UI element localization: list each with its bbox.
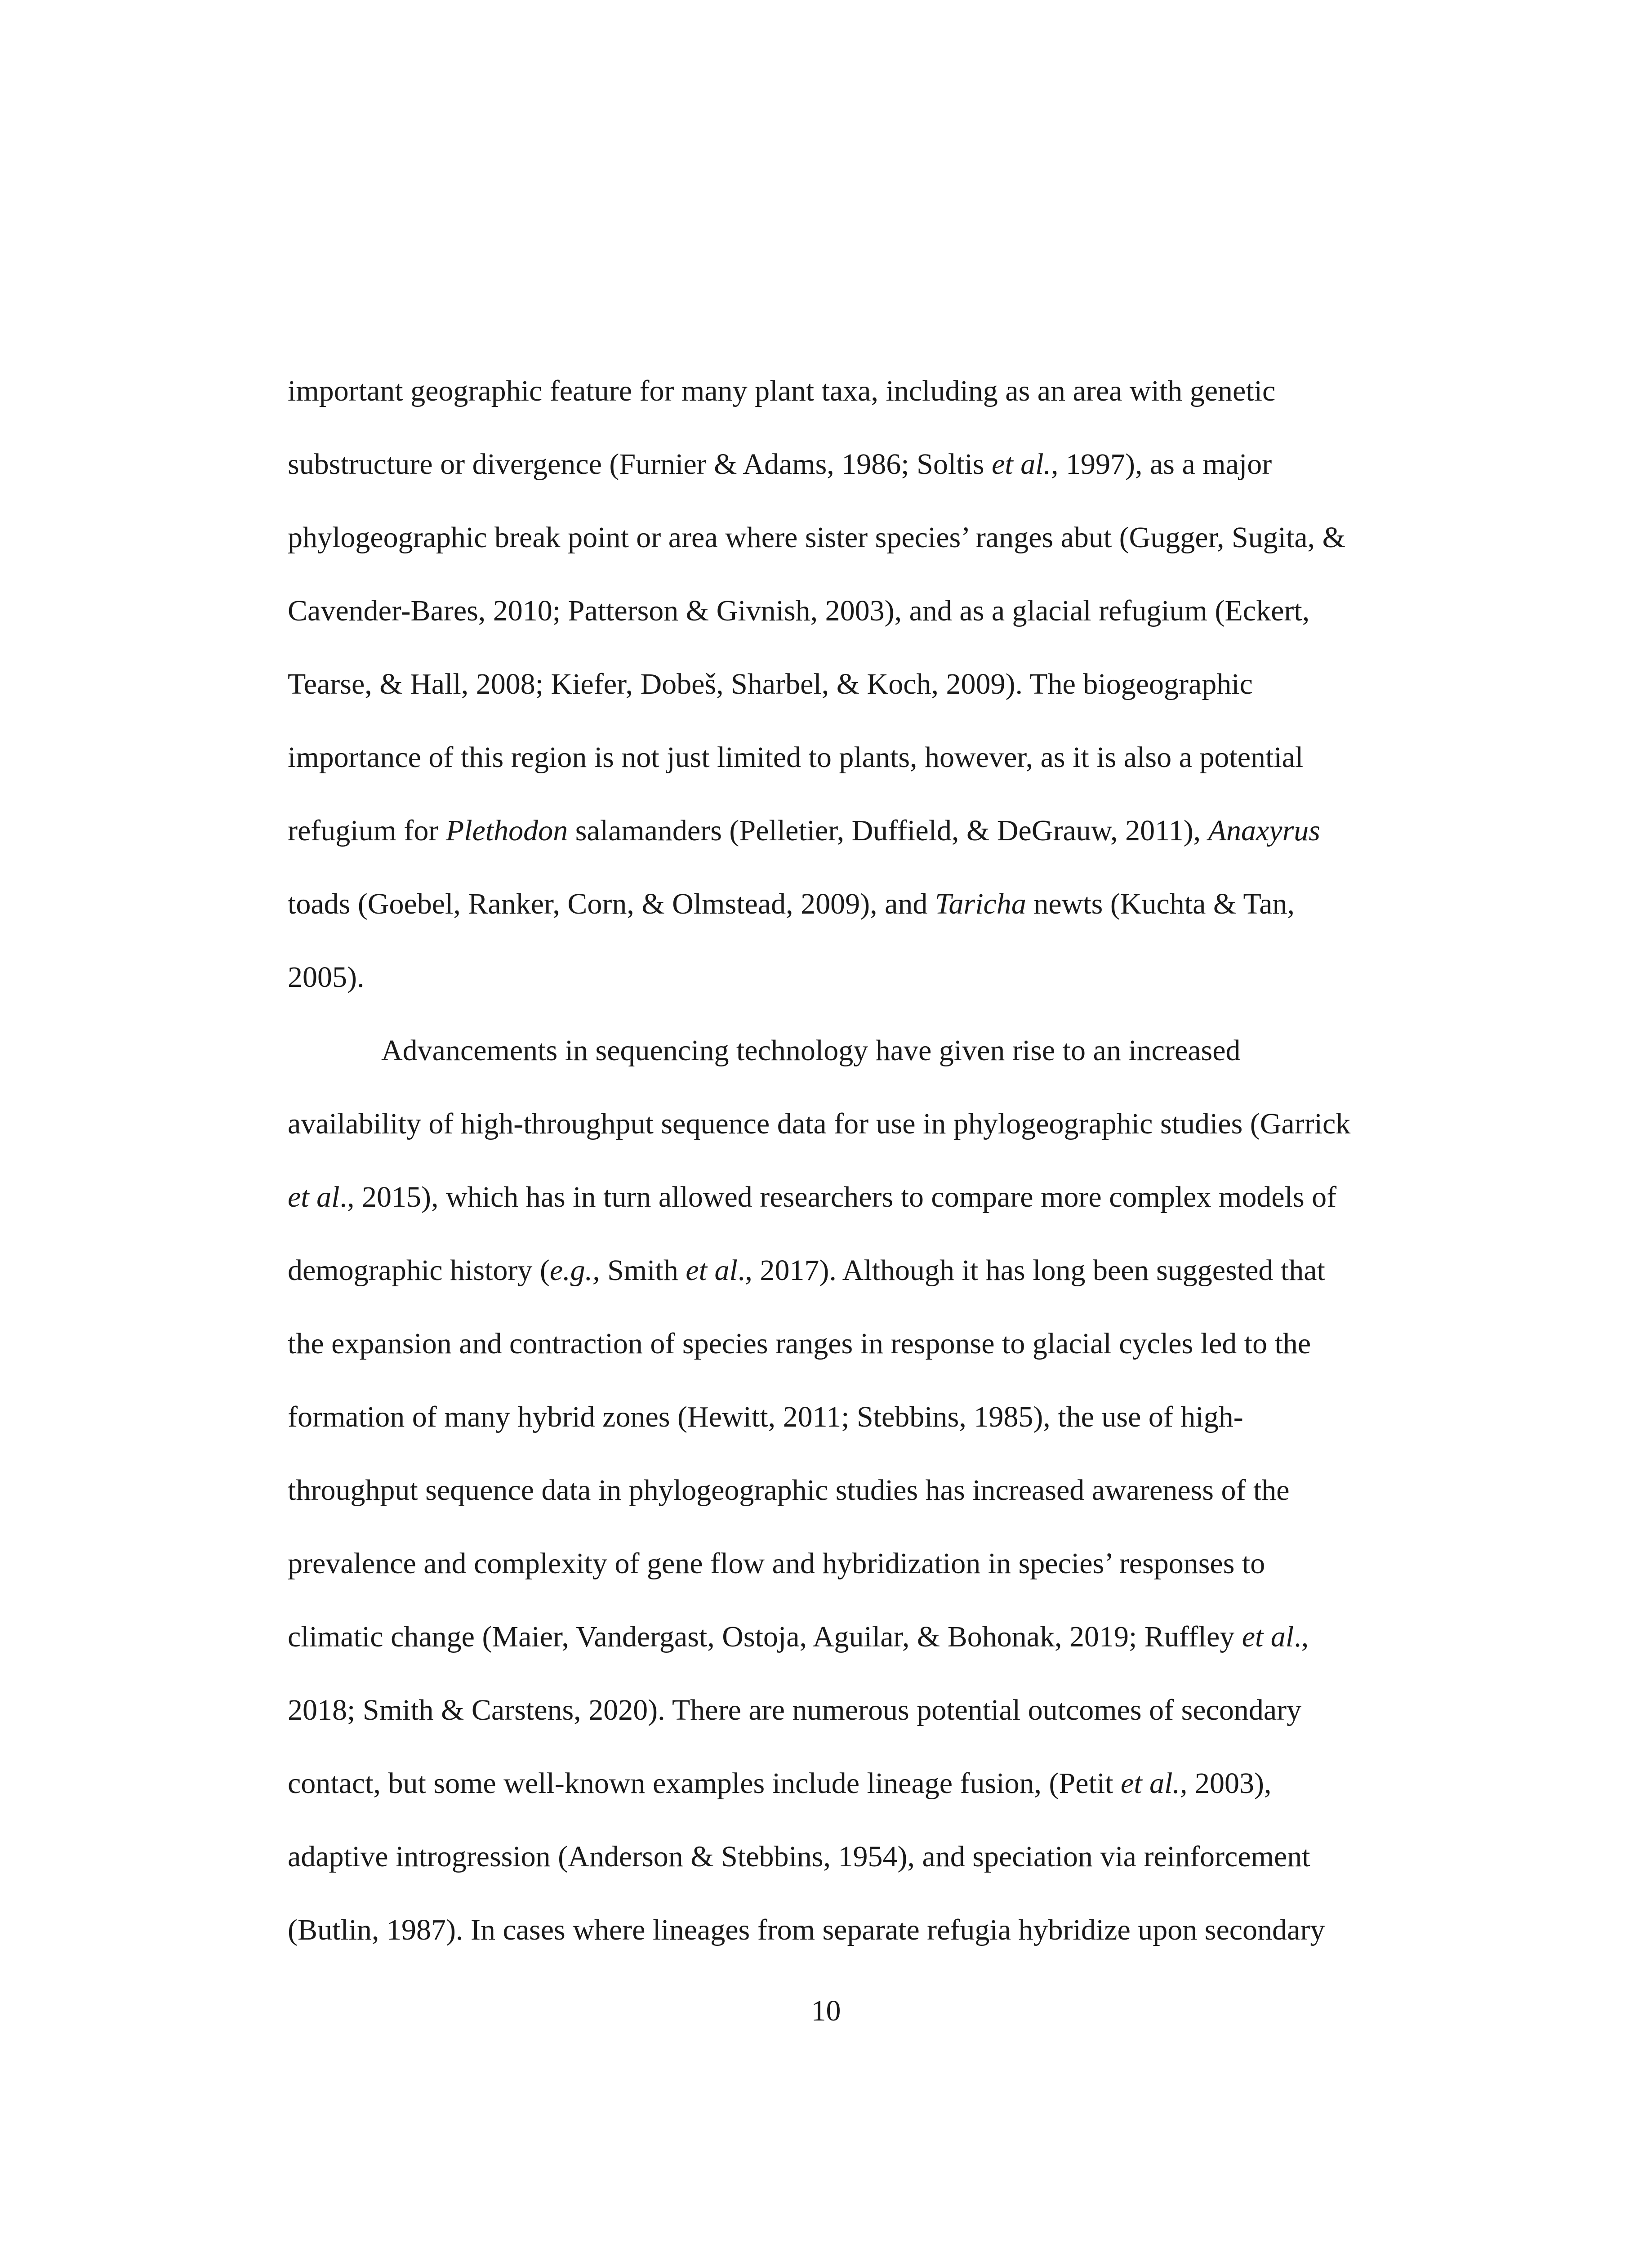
- text-line: [288, 1893, 1425, 1967]
- text-run: importance of this region is not just limited to plants, however, as it is also a potential: [288, 741, 1304, 774]
- text-line: [288, 574, 1425, 647]
- text-line: [288, 794, 1425, 867]
- text-run: 2018; Smith & Carstens, 2020). There are numerous potential outcomes of secondary: [288, 1694, 1302, 1726]
- text-run: formation of many hybrid zones (Hewitt, 2011; Stebbins, 1985), the use of high-: [288, 1401, 1243, 1433]
- text-line: [288, 1234, 1425, 1307]
- text-run: refugium for: [288, 814, 446, 847]
- text-line: [288, 1600, 1425, 1673]
- text-run: availability of high-throughput sequence data for use in phylogeographic studies (Garrick: [288, 1107, 1351, 1140]
- text-run: climatic change (Maier, Vandergast, Ostoja, Aguilar, & Bohonak, 2019; Ruffley: [288, 1620, 1242, 1653]
- text-run: , 1997), as a major: [1051, 448, 1272, 481]
- text-run: .,: [1294, 1620, 1309, 1653]
- text-line: [288, 1087, 1425, 1160]
- paragraph: [288, 354, 1425, 1014]
- text-run: 2005).: [288, 961, 365, 994]
- body-text: [288, 354, 1425, 1967]
- text-line: [288, 354, 1425, 428]
- text-run: substructure or divergence (Furnier & Adams, 1986; Soltis: [288, 448, 992, 481]
- text-run: ., 2015), which has in turn allowed researchers to compare more complex models of: [339, 1181, 1337, 1213]
- text-run: Smith: [600, 1254, 686, 1287]
- text-run: Tearse, & Hall, 2008; Kiefer, Dobeš, Sharbel, & Koch, 2009). The biogeographic: [288, 668, 1253, 700]
- text-line: [288, 428, 1425, 501]
- text-run: Cavender-Bares, 2010; Patterson & Givnish, 2003), and as a glacial refugium (Eckert,: [288, 594, 1310, 627]
- page-number: 10: [811, 1994, 841, 2027]
- text-run: adaptive introgression (Anderson & Stebbins, 1954), and speciation via reinforcement: [288, 1840, 1310, 1873]
- text-line: [288, 1160, 1425, 1234]
- text-line: [288, 647, 1425, 721]
- text-run: the expansion and contraction of species ranges in response to glacial cycles led to the: [288, 1327, 1311, 1360]
- text-run: prevalence and complexity of gene flow and hybridization in species’ responses to: [288, 1547, 1265, 1580]
- paragraph: [288, 1014, 1425, 1967]
- text-line: [288, 1380, 1425, 1454]
- italic-text: Taricha: [935, 888, 1026, 920]
- text-line: [288, 1820, 1425, 1893]
- text-run: (Butlin, 1987). In cases where lineages from separate refugia hybridize upon secondary: [288, 1913, 1325, 1946]
- text-line: [288, 941, 1425, 1014]
- italic-text: et al.,: [1121, 1767, 1188, 1800]
- text-line: [288, 1673, 1425, 1747]
- text-line: [288, 1307, 1425, 1380]
- text-run: important geographic feature for many plant taxa, including as an area with genetic: [288, 375, 1276, 407]
- text-run: toads (Goebel, Ranker, Corn, & Olmstead, 2009), and: [288, 888, 935, 920]
- text-run: salamanders (Pelletier, Duffield, & DeGrauw, 2011),: [568, 814, 1208, 847]
- text-run: demographic history (: [288, 1254, 550, 1287]
- text-run: newts (Kuchta & Tan,: [1026, 888, 1295, 920]
- text-run: contact, but some well-known examples include lineage fusion, (Petit: [288, 1767, 1121, 1800]
- italic-text: et al: [1242, 1620, 1294, 1653]
- text-run: 2003),: [1187, 1767, 1272, 1800]
- text-line: [288, 1454, 1425, 1527]
- text-run: phylogeographic break point or area where sister species’ ranges abut (Gugger, Sugita, &: [288, 521, 1345, 554]
- text-line: [288, 1747, 1425, 1820]
- italic-text: et al: [288, 1181, 340, 1213]
- text-line: [288, 721, 1425, 794]
- text-run: ., 2017). Although it has long been suggested that: [737, 1254, 1325, 1287]
- text-line: [288, 1527, 1425, 1600]
- text-run: Advancements in sequencing technology have given rise to an increased: [381, 1034, 1241, 1067]
- italic-text: Anaxyrus: [1208, 814, 1320, 847]
- text-run: throughput sequence data in phylogeographic studies has increased awareness of the: [288, 1474, 1290, 1507]
- italic-text: e.g.,: [549, 1254, 600, 1287]
- italic-text: et al.: [992, 448, 1051, 481]
- italic-text: Plethodon: [445, 814, 568, 847]
- italic-text: et al: [686, 1254, 738, 1287]
- text-line: [288, 867, 1425, 941]
- text-line: [288, 501, 1425, 574]
- text-line: [288, 1014, 1425, 1087]
